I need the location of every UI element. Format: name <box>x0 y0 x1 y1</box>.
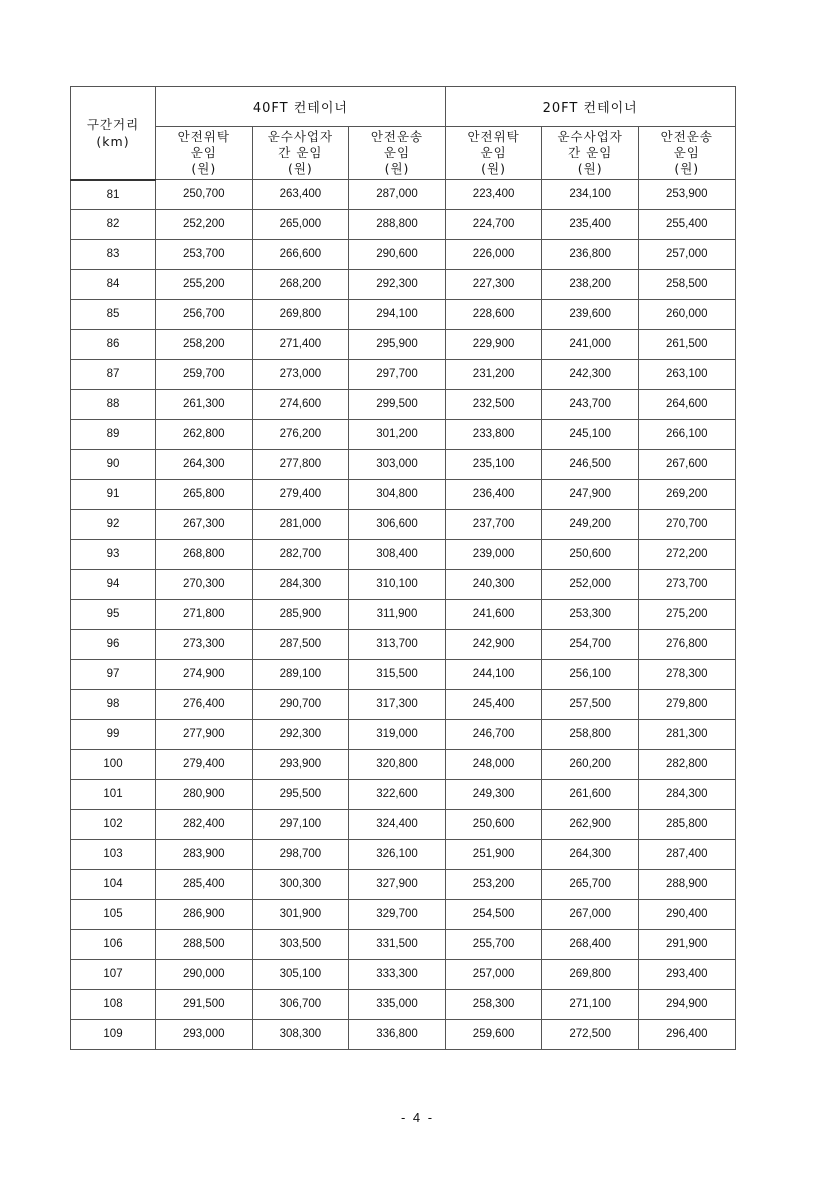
table-row <box>71 299 736 329</box>
fare-20ft-transport-cell: 287,400 <box>638 839 735 869</box>
fare-20ft-transport-cell: 282,800 <box>638 749 735 779</box>
fare-40ft-transport-cell: 331,500 <box>349 929 446 959</box>
distance-cell: 83 <box>71 239 156 269</box>
fare-40ft-consign-cell: 259,700 <box>156 359 253 389</box>
fare-20ft-consign-cell: 259,600 <box>445 1019 542 1049</box>
distance-cell: 90 <box>71 449 156 479</box>
fare-40ft-consign-cell: 268,800 <box>156 539 253 569</box>
sub-header-line: (원) <box>674 161 700 176</box>
fare-40ft-consign-cell: 274,900 <box>156 659 253 689</box>
distance-cell: 108 <box>71 989 156 1019</box>
table-row <box>71 419 736 449</box>
table-row <box>71 629 736 659</box>
fare-20ft-transport-cell: 273,700 <box>638 569 735 599</box>
fare-40ft-operator-cell: 282,700 <box>252 539 349 569</box>
fare-40ft-operator-cell: 268,200 <box>252 269 349 299</box>
fare-20ft-consign-cell: 246,700 <box>445 719 542 749</box>
sub-header-40ft-operator <box>252 127 349 180</box>
fare-40ft-consign-cell: 252,200 <box>156 209 253 239</box>
table-row <box>71 809 736 839</box>
table-row <box>71 839 736 869</box>
fare-40ft-operator-cell: 266,600 <box>252 239 349 269</box>
fare-20ft-operator-cell: 247,900 <box>542 479 639 509</box>
fare-20ft-transport-cell: 296,400 <box>638 1019 735 1049</box>
sub-header-line: (원) <box>577 161 603 176</box>
fare-20ft-consign-cell: 235,100 <box>445 449 542 479</box>
fare-20ft-consign-cell: 242,900 <box>445 629 542 659</box>
fare-40ft-transport-cell: 295,900 <box>349 329 446 359</box>
fare-20ft-consign-cell: 249,300 <box>445 779 542 809</box>
table-row <box>71 779 736 809</box>
fare-40ft-transport-cell: 299,500 <box>349 389 446 419</box>
fare-20ft-transport-cell: 257,000 <box>638 239 735 269</box>
fare-40ft-transport-cell: 308,400 <box>349 539 446 569</box>
table-row <box>71 329 736 359</box>
sub-header-line: 안전운송 <box>660 129 713 144</box>
fare-20ft-operator-cell: 253,300 <box>542 599 639 629</box>
fare-20ft-operator-cell: 269,800 <box>542 959 639 989</box>
fare-40ft-operator-cell: 301,900 <box>252 899 349 929</box>
fare-40ft-operator-cell: 295,500 <box>252 779 349 809</box>
sub-header-line: (원) <box>191 161 217 176</box>
table-row <box>71 509 736 539</box>
fare-40ft-operator-cell: 308,300 <box>252 1019 349 1049</box>
fare-40ft-transport-cell: 336,800 <box>349 1019 446 1049</box>
fare-20ft-consign-cell: 232,500 <box>445 389 542 419</box>
table-row <box>71 269 736 299</box>
fare-20ft-consign-cell: 233,800 <box>445 419 542 449</box>
table-row <box>71 449 736 479</box>
fare-40ft-operator-cell: 292,300 <box>252 719 349 749</box>
fare-20ft-consign-cell: 231,200 <box>445 359 542 389</box>
fare-40ft-transport-cell: 311,900 <box>349 599 446 629</box>
sub-header-line: 운임 <box>480 145 507 160</box>
distance-cell: 82 <box>71 209 156 239</box>
fare-40ft-consign-cell: 273,300 <box>156 629 253 659</box>
fare-20ft-transport-cell: 253,900 <box>638 180 735 210</box>
fare-20ft-consign-cell: 239,000 <box>445 539 542 569</box>
fare-20ft-operator-cell: 242,300 <box>542 359 639 389</box>
distance-cell: 84 <box>71 269 156 299</box>
sub-header-line: 운수사업자 <box>557 129 623 144</box>
fare-40ft-consign-cell: 271,800 <box>156 599 253 629</box>
distance-cell: 87 <box>71 359 156 389</box>
sub-header-line: 안전운송 <box>370 129 424 144</box>
fare-40ft-consign-cell: 290,000 <box>156 959 253 989</box>
distance-cell: 96 <box>71 629 156 659</box>
fare-20ft-transport-cell: 260,000 <box>638 299 735 329</box>
fare-20ft-operator-cell: 271,100 <box>542 989 639 1019</box>
header-sub-row <box>71 127 736 180</box>
fare-40ft-operator-cell: 300,300 <box>252 869 349 899</box>
fare-20ft-transport-cell: 284,300 <box>638 779 735 809</box>
table-row <box>71 989 736 1019</box>
fare-20ft-operator-cell: 260,200 <box>542 749 639 779</box>
sub-header-20ft-consign <box>445 127 542 180</box>
fare-20ft-operator-cell: 262,900 <box>542 809 639 839</box>
table-row <box>71 959 736 989</box>
fare-20ft-consign-cell: 228,600 <box>445 299 542 329</box>
distance-cell: 98 <box>71 689 156 719</box>
fare-20ft-transport-cell: 264,600 <box>638 389 735 419</box>
fare-20ft-operator-cell: 238,200 <box>542 269 639 299</box>
distance-cell: 91 <box>71 479 156 509</box>
distance-cell: 85 <box>71 299 156 329</box>
fare-40ft-transport-cell: 306,600 <box>349 509 446 539</box>
table-row <box>71 719 736 749</box>
fare-20ft-operator-cell: 252,000 <box>542 569 639 599</box>
sub-header-line: 운임 <box>383 145 411 160</box>
sub-header-40ft-transport <box>349 127 446 180</box>
fare-20ft-operator-cell: 246,500 <box>542 449 639 479</box>
sub-header-20ft-operator <box>542 127 639 180</box>
fare-40ft-consign-cell: 265,800 <box>156 479 253 509</box>
fare-20ft-consign-cell: 258,300 <box>445 989 542 1019</box>
distance-cell: 104 <box>71 869 156 899</box>
fare-20ft-transport-cell: 290,400 <box>638 899 735 929</box>
distance-cell: 95 <box>71 599 156 629</box>
fare-20ft-transport-cell: 275,200 <box>638 599 735 629</box>
fare-40ft-operator-cell: 274,600 <box>252 389 349 419</box>
fare-20ft-operator-cell: 258,800 <box>542 719 639 749</box>
distance-cell: 100 <box>71 749 156 779</box>
fare-40ft-consign-cell: 291,500 <box>156 989 253 1019</box>
fare-40ft-consign-cell: 276,400 <box>156 689 253 719</box>
fare-40ft-consign-cell: 288,500 <box>156 929 253 959</box>
fare-40ft-transport-cell: 294,100 <box>349 299 446 329</box>
fare-20ft-consign-cell: 224,700 <box>445 209 542 239</box>
fare-20ft-operator-cell: 254,700 <box>542 629 639 659</box>
fare-40ft-transport-cell: 313,700 <box>349 629 446 659</box>
fare-40ft-transport-cell: 327,900 <box>349 869 446 899</box>
fare-20ft-transport-cell: 255,400 <box>638 209 735 239</box>
fare-20ft-transport-cell: 276,800 <box>638 629 735 659</box>
sub-header-line: (원) <box>481 161 507 176</box>
fare-20ft-consign-cell: 236,400 <box>445 479 542 509</box>
fare-40ft-operator-cell: 265,000 <box>252 209 349 239</box>
fare-20ft-consign-cell: 254,500 <box>445 899 542 929</box>
fare-40ft-operator-cell: 289,100 <box>252 659 349 689</box>
fare-40ft-consign-cell: 282,400 <box>156 809 253 839</box>
fare-20ft-transport-cell: 269,200 <box>638 479 735 509</box>
fare-40ft-operator-cell: 285,900 <box>252 599 349 629</box>
distance-cell: 99 <box>71 719 156 749</box>
fare-20ft-consign-cell: 245,400 <box>445 689 542 719</box>
distance-cell: 93 <box>71 539 156 569</box>
fare-40ft-transport-cell: 301,200 <box>349 419 446 449</box>
fare-40ft-operator-cell: 287,500 <box>252 629 349 659</box>
fare-20ft-consign-cell: 240,300 <box>445 569 542 599</box>
fare-20ft-transport-cell: 267,600 <box>638 449 735 479</box>
fare-40ft-operator-cell: 279,400 <box>252 479 349 509</box>
fare-20ft-consign-cell: 229,900 <box>445 329 542 359</box>
table-row <box>71 899 736 929</box>
fare-40ft-transport-cell: 292,300 <box>349 269 446 299</box>
fare-20ft-transport-cell: 278,300 <box>638 659 735 689</box>
fare-20ft-consign-cell: 255,700 <box>445 929 542 959</box>
table-row <box>71 599 736 629</box>
fare-20ft-transport-cell: 279,800 <box>638 689 735 719</box>
fare-40ft-transport-cell: 322,600 <box>349 779 446 809</box>
distance-cell: 106 <box>71 929 156 959</box>
fare-20ft-operator-cell: 250,600 <box>542 539 639 569</box>
distance-header-unit: (km) <box>96 133 130 149</box>
fare-20ft-transport-cell: 263,100 <box>638 359 735 389</box>
fare-20ft-consign-cell: 244,100 <box>445 659 542 689</box>
fare-40ft-operator-cell: 303,500 <box>252 929 349 959</box>
sub-header-line: 운임 <box>673 145 700 160</box>
fare-20ft-consign-cell: 237,700 <box>445 509 542 539</box>
fare-20ft-operator-cell: 261,600 <box>542 779 639 809</box>
fare-40ft-transport-cell: 304,800 <box>349 479 446 509</box>
fare-20ft-operator-cell: 256,100 <box>542 659 639 689</box>
fare-20ft-consign-cell: 253,200 <box>445 869 542 899</box>
sub-header-40ft-consign <box>156 127 253 180</box>
sub-header-line: 운임 <box>190 145 217 160</box>
distance-cell: 81 <box>71 180 156 210</box>
fare-40ft-operator-cell: 284,300 <box>252 569 349 599</box>
fare-40ft-consign-cell: 261,300 <box>156 389 253 419</box>
fare-table <box>70 86 736 1050</box>
fare-40ft-consign-cell: 279,400 <box>156 749 253 779</box>
table-row <box>71 180 736 210</box>
fare-40ft-operator-cell: 290,700 <box>252 689 349 719</box>
fare-40ft-operator-cell: 271,400 <box>252 329 349 359</box>
sub-header-line: 안전위탁 <box>177 129 230 144</box>
fare-20ft-transport-cell: 272,200 <box>638 539 735 569</box>
fare-40ft-transport-cell: 326,100 <box>349 839 446 869</box>
fare-40ft-transport-cell: 315,500 <box>349 659 446 689</box>
fare-40ft-transport-cell: 287,000 <box>349 180 446 210</box>
distance-cell: 86 <box>71 329 156 359</box>
fare-20ft-consign-cell: 226,000 <box>445 239 542 269</box>
fare-20ft-operator-cell: 241,000 <box>542 329 639 359</box>
fare-20ft-operator-cell: 239,600 <box>542 299 639 329</box>
fare-40ft-transport-cell: 329,700 <box>349 899 446 929</box>
fare-40ft-transport-cell: 319,000 <box>349 719 446 749</box>
table-row <box>71 569 736 599</box>
table-row <box>71 689 736 719</box>
fare-20ft-operator-cell: 268,400 <box>542 929 639 959</box>
fare-40ft-consign-cell: 277,900 <box>156 719 253 749</box>
fare-20ft-operator-cell: 234,100 <box>542 180 639 210</box>
table-row <box>71 209 736 239</box>
fare-20ft-transport-cell: 258,500 <box>638 269 735 299</box>
fare-40ft-operator-cell: 269,800 <box>252 299 349 329</box>
fare-40ft-operator-cell: 281,000 <box>252 509 349 539</box>
distance-cell: 88 <box>71 389 156 419</box>
table-row <box>71 1019 736 1049</box>
distance-header-label: 구간거리 <box>86 116 140 132</box>
fare-20ft-transport-cell: 285,800 <box>638 809 735 839</box>
fare-40ft-operator-cell: 273,000 <box>252 359 349 389</box>
distance-cell: 97 <box>71 659 156 689</box>
table-body <box>71 180 736 1050</box>
fare-40ft-consign-cell: 270,300 <box>156 569 253 599</box>
fare-40ft-transport-cell: 290,600 <box>349 239 446 269</box>
group-header-20ft: 20FT 컨테이너 <box>445 87 735 127</box>
sub-header-20ft-transport <box>638 127 735 180</box>
table-row <box>71 869 736 899</box>
fare-40ft-consign-cell: 285,400 <box>156 869 253 899</box>
distance-cell: 103 <box>71 839 156 869</box>
fare-20ft-operator-cell: 243,700 <box>542 389 639 419</box>
fare-40ft-consign-cell: 264,300 <box>156 449 253 479</box>
fare-20ft-transport-cell: 291,900 <box>638 929 735 959</box>
fare-20ft-consign-cell: 251,900 <box>445 839 542 869</box>
fare-40ft-transport-cell: 324,400 <box>349 809 446 839</box>
fare-20ft-consign-cell: 257,000 <box>445 959 542 989</box>
fare-20ft-transport-cell: 293,400 <box>638 959 735 989</box>
distance-cell: 107 <box>71 959 156 989</box>
table-row <box>71 239 736 269</box>
fare-20ft-operator-cell: 264,300 <box>542 839 639 869</box>
fare-20ft-transport-cell: 261,500 <box>638 329 735 359</box>
fare-20ft-consign-cell: 250,600 <box>445 809 542 839</box>
fare-40ft-consign-cell: 250,700 <box>156 180 253 210</box>
fare-20ft-consign-cell: 223,400 <box>445 180 542 210</box>
distance-cell: 105 <box>71 899 156 929</box>
fare-40ft-operator-cell: 305,100 <box>252 959 349 989</box>
fare-40ft-operator-cell: 277,800 <box>252 449 349 479</box>
fare-40ft-operator-cell: 306,700 <box>252 989 349 1019</box>
fare-40ft-operator-cell: 263,400 <box>252 180 349 210</box>
fare-40ft-consign-cell: 258,200 <box>156 329 253 359</box>
distance-cell: 89 <box>71 419 156 449</box>
distance-cell: 101 <box>71 779 156 809</box>
fare-40ft-consign-cell: 262,800 <box>156 419 253 449</box>
fare-40ft-transport-cell: 320,800 <box>349 749 446 779</box>
fare-40ft-transport-cell: 288,800 <box>349 209 446 239</box>
fare-40ft-consign-cell: 253,700 <box>156 239 253 269</box>
fare-40ft-transport-cell: 335,000 <box>349 989 446 1019</box>
table-row <box>71 749 736 779</box>
distance-cell: 102 <box>71 809 156 839</box>
distance-cell: 109 <box>71 1019 156 1049</box>
fare-20ft-transport-cell: 288,900 <box>638 869 735 899</box>
fare-20ft-operator-cell: 265,700 <box>542 869 639 899</box>
fare-40ft-transport-cell: 303,000 <box>349 449 446 479</box>
table-header <box>71 87 736 180</box>
fare-40ft-transport-cell: 317,300 <box>349 689 446 719</box>
fare-40ft-consign-cell: 293,000 <box>156 1019 253 1049</box>
table-row <box>71 389 736 419</box>
sub-header-line: 간 운임 <box>278 145 323 160</box>
fare-40ft-consign-cell: 267,300 <box>156 509 253 539</box>
fare-20ft-operator-cell: 249,200 <box>542 509 639 539</box>
table-row <box>71 359 736 389</box>
table-row <box>71 929 736 959</box>
fare-40ft-transport-cell: 297,700 <box>349 359 446 389</box>
fare-40ft-consign-cell: 280,900 <box>156 779 253 809</box>
fare-40ft-transport-cell: 310,100 <box>349 569 446 599</box>
distance-cell: 94 <box>71 569 156 599</box>
fare-40ft-transport-cell: 333,300 <box>349 959 446 989</box>
fare-20ft-operator-cell: 245,100 <box>542 419 639 449</box>
group-header-40ft: 40FT 컨테이너 <box>156 87 446 127</box>
fare-20ft-operator-cell: 257,500 <box>542 689 639 719</box>
fare-40ft-operator-cell: 298,700 <box>252 839 349 869</box>
fare-40ft-operator-cell: 276,200 <box>252 419 349 449</box>
sub-header-line: 운수사업자 <box>267 129 334 144</box>
fare-20ft-transport-cell: 270,700 <box>638 509 735 539</box>
fare-20ft-transport-cell: 294,900 <box>638 989 735 1019</box>
fare-40ft-operator-cell: 297,100 <box>252 809 349 839</box>
page-number: - 4 - <box>400 1110 435 1125</box>
fare-20ft-operator-cell: 272,500 <box>542 1019 639 1049</box>
fare-20ft-consign-cell: 248,000 <box>445 749 542 779</box>
fare-20ft-transport-cell: 281,300 <box>638 719 735 749</box>
fare-20ft-consign-cell: 241,600 <box>445 599 542 629</box>
fare-20ft-consign-cell: 227,300 <box>445 269 542 299</box>
distance-header <box>71 87 156 180</box>
fare-20ft-operator-cell: 235,400 <box>542 209 639 239</box>
sub-header-line: (원) <box>287 161 313 176</box>
table-row <box>71 539 736 569</box>
fare-20ft-transport-cell: 266,100 <box>638 419 735 449</box>
fare-40ft-operator-cell: 293,900 <box>252 749 349 779</box>
fare-40ft-consign-cell: 256,700 <box>156 299 253 329</box>
sub-header-line: 안전위탁 <box>467 129 520 144</box>
table-row <box>71 659 736 689</box>
fare-20ft-operator-cell: 236,800 <box>542 239 639 269</box>
sub-header-line: (원) <box>384 161 410 176</box>
sub-header-line: 간 운임 <box>568 145 613 160</box>
fare-40ft-consign-cell: 283,900 <box>156 839 253 869</box>
fare-20ft-operator-cell: 267,000 <box>542 899 639 929</box>
fare-40ft-consign-cell: 286,900 <box>156 899 253 929</box>
table-row <box>71 479 736 509</box>
distance-cell: 92 <box>71 509 156 539</box>
fare-40ft-consign-cell: 255,200 <box>156 269 253 299</box>
header-group-row <box>71 87 736 127</box>
